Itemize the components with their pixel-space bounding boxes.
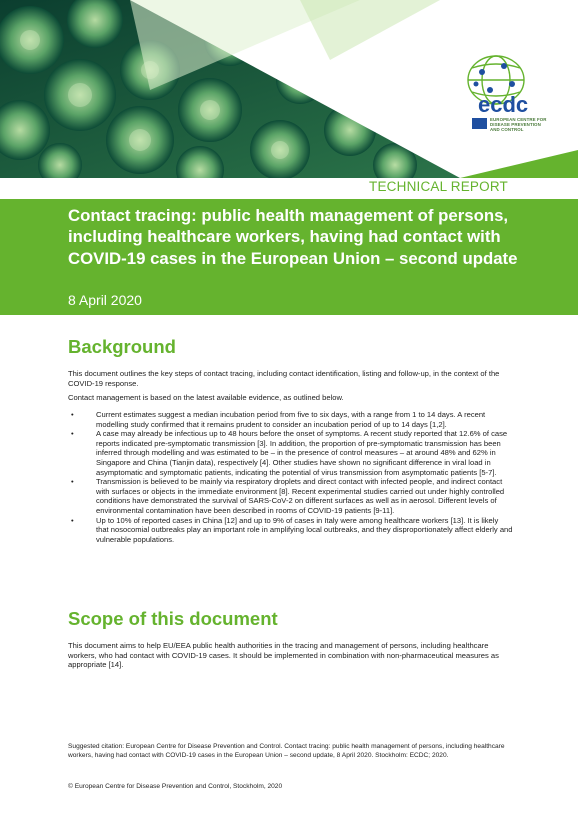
- bullet-marker: •: [71, 429, 74, 439]
- document-title: Contact tracing: public health management of persons, including healthcare workers, having had contact with COVID-19 cases in the European Union – second update: [68, 206, 518, 268]
- list-item: [68, 477, 513, 515]
- bullet-text: Up to 10% of reported cases in China [12] and up to 9% of cases in Italy were among healthcare workers [13]. It is likely that nosocomial outbreaks play an important role in amplifying local outbreaks, and they disproportionately affect elderly and vulnerable populations.: [96, 515, 513, 544]
- report-type-label: TECHNICAL REPORT: [369, 179, 508, 194]
- copyright-notice: © European Centre for Disease Prevention and Control, Stockholm, 2020: [68, 783, 283, 790]
- bullet-marker: •: [71, 410, 74, 419]
- agency-line: EUROPEAN CENTRE FOR: [490, 117, 547, 122]
- suggested-citation: Suggested citation: European Centre for Disease Prevention and Control. Contact tracing: public health management of persons, including healthcare workers, having had contact with COVID-19 cases in the European Union – second update, 8 April 2020. Stockholm: ECDC; 2020.: [68, 743, 505, 759]
- bullet-text: Current estimates suggest a median incubation period from five to six days, with a range from 1 to 14 days. A recent modelling study confirmed that it remains prudent to consider an incubation period of up to 14 days [1,2].: [96, 410, 486, 429]
- document-date: 8 April 2020: [68, 292, 142, 308]
- list-item: [68, 410, 513, 429]
- evidence-bullet-list: [68, 410, 513, 544]
- agency-line: DISEASE PREVENTION: [490, 122, 541, 127]
- scope-text: This document aims to help EU/EEA public health authorities in the tracing and management of persons, including healthcare workers, who had contact with COVID-19 cases. It should be implemented in combination with non-pharmaceutical measures as appropriate [14].: [68, 641, 499, 670]
- list-item: [68, 429, 513, 477]
- bullet-text: Transmission is believed to be mainly via respiratory droplets and direct contact with infected people, and indirect contact with surfaces or objects in the immediate environment [8]. Recent experimental studies carried out under highly controlled conditions have demonstrated the survival of SARS-CoV-2 on different surfaces as well as in aerosol. Different levels of environmental contamination have been described in rooms of COVID-19 patients [9-11].: [96, 477, 505, 515]
- evidence-note: Contact management is based on the latest available evidence, as outlined below.: [68, 393, 344, 402]
- eu-flag-icon: [472, 118, 487, 129]
- agency-line: AND CONTROL: [490, 127, 524, 132]
- background-heading: Background: [68, 336, 176, 357]
- agency-name: [490, 117, 547, 132]
- scope-heading: Scope of this document: [68, 608, 278, 629]
- ecdc-wordmark: ecdc: [478, 92, 529, 117]
- background-intro: This document outlines the key steps of contact tracing, including contact identification, listing and follow-up, in the context of the COVID-19 response.: [68, 369, 500, 388]
- bullet-marker: •: [71, 477, 74, 487]
- bullet-text: A case may already be infectious up to 48 hours before the onset of symptoms. A recent study reported that 12.6% of case reports indicated pre-symptomatic transmission [3]. In addition, the proportion of pre-symptomatic transmission has been inferred through modelling and was estimated to be – in the presence of control measures – at around 48% and 62% in Singapore and China (Tianjin data), respectively [4]. Other studies have shown no significant difference in viral load in asymptomatic and symptomatic patients, indicating the potential of virus transmission from asymptomatic patients [5-7].: [96, 429, 508, 477]
- bullet-marker: •: [71, 515, 74, 525]
- list-item: [68, 516, 513, 545]
